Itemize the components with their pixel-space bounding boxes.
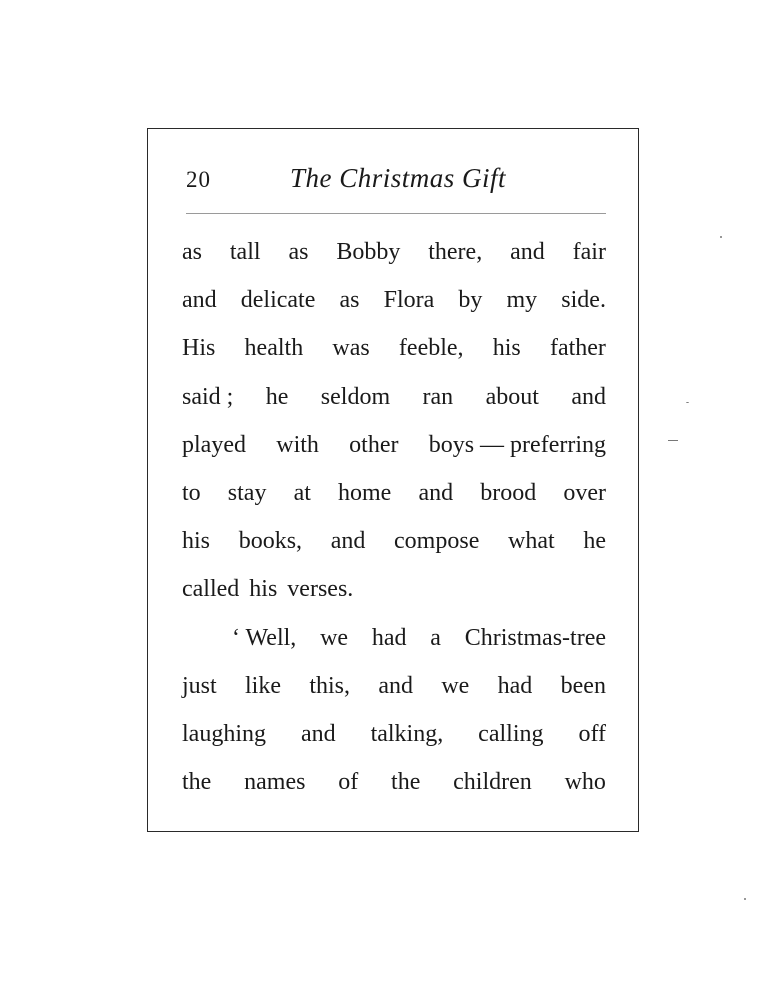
word: children: [453, 769, 532, 796]
word: this,: [309, 672, 351, 699]
word: over: [563, 479, 606, 506]
word: what: [508, 528, 555, 555]
word: said ;: [182, 383, 234, 410]
word: the: [182, 769, 212, 796]
word: just: [182, 672, 217, 699]
word: and: [330, 528, 366, 555]
word: like: [245, 672, 282, 699]
word: the: [391, 769, 421, 796]
page-frame: [147, 128, 639, 832]
text-line-1: [182, 237, 606, 285]
word: as: [182, 239, 202, 265]
word: delicate: [240, 287, 316, 314]
word: his: [492, 335, 521, 362]
word: he: [583, 528, 606, 555]
word: names: [244, 769, 306, 796]
word: father: [549, 335, 606, 362]
word: who: [564, 769, 606, 796]
word: and: [571, 383, 606, 410]
word: off: [578, 720, 606, 747]
word: feeble,: [398, 335, 464, 362]
word: and: [378, 672, 414, 699]
word: ‘ Well,: [232, 624, 297, 651]
word: we: [320, 624, 349, 651]
text-line-9: [182, 623, 606, 671]
word: with: [276, 431, 319, 458]
word: of: [338, 769, 359, 796]
page-header: [182, 163, 604, 197]
paper-speck: [720, 236, 722, 238]
word: seldom: [320, 383, 391, 410]
word: about: [485, 383, 539, 410]
word: and: [300, 720, 336, 747]
word: my: [506, 287, 538, 314]
text-line-4: [182, 382, 606, 430]
page-number: 20: [186, 167, 211, 192]
word: played: [182, 431, 246, 458]
text-line-10: [182, 671, 606, 719]
word: called his verses.: [182, 576, 354, 603]
word: Christmas-tree: [464, 624, 606, 651]
word: there,: [428, 239, 483, 265]
word: at: [293, 479, 311, 506]
text-line-11: [182, 719, 606, 767]
word: and: [510, 239, 545, 265]
word: his: [182, 528, 211, 555]
word: had: [497, 672, 533, 699]
word: books,: [238, 528, 303, 555]
word: His: [182, 335, 216, 362]
word: a: [430, 624, 441, 651]
word: calling: [478, 720, 544, 747]
word: by: [458, 287, 483, 314]
text-line-7: [182, 526, 606, 574]
word: been: [560, 672, 606, 699]
word: we: [441, 672, 470, 699]
word: as: [339, 287, 360, 314]
text-line-2: [182, 285, 606, 333]
word: boys — preferring: [428, 431, 606, 458]
word: was: [332, 335, 370, 362]
word: and: [418, 479, 454, 506]
word: had: [371, 624, 407, 651]
running-title: The Christmas Gift: [290, 163, 507, 193]
word: brood: [480, 479, 537, 506]
word: and: [182, 287, 217, 314]
paper-speck: [686, 402, 689, 403]
word: stay: [227, 479, 267, 506]
word: tall: [229, 239, 261, 265]
text-line-12: [182, 767, 606, 815]
header-rule: [186, 213, 606, 214]
word: Bobby: [336, 239, 401, 265]
text-line-3: [182, 333, 606, 381]
word: as: [288, 239, 309, 265]
word: talking,: [370, 720, 444, 747]
word: compose: [394, 528, 480, 555]
paper-speck: [744, 898, 746, 900]
word: other: [349, 431, 399, 458]
word: ran: [422, 383, 454, 410]
word: side.: [561, 287, 606, 314]
text-line-6: [182, 478, 606, 526]
text-line-5: [182, 430, 606, 478]
word: home: [338, 479, 392, 506]
word: to: [182, 479, 201, 506]
text-line-8: [182, 574, 606, 622]
body-text: [182, 237, 606, 815]
word: Flora: [383, 287, 435, 314]
word: health: [244, 335, 304, 362]
word: fair: [572, 239, 606, 265]
paper-speck: [668, 440, 678, 441]
word: laughing: [182, 720, 266, 747]
word: he: [265, 383, 289, 410]
